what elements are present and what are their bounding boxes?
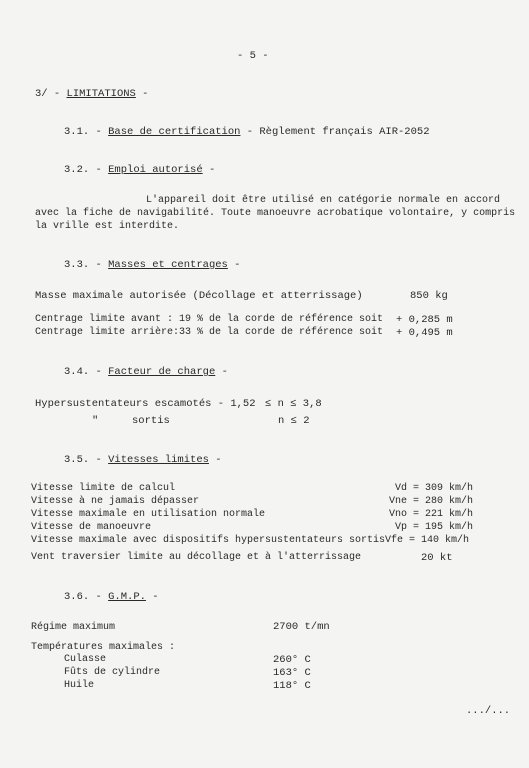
paragraph-line: la vrille est interdite. [35, 221, 180, 232]
temperatures-title: Températures maximales : [31, 642, 176, 653]
masse-label: Masse maximale autorisée (Décollage et atterrissage) [35, 290, 363, 302]
subsection-suffix: - [221, 366, 228, 378]
temperature-value: 260° C [273, 654, 311, 666]
temperature-value: 118° C [273, 680, 311, 692]
subsection-number: 3.2. - [64, 164, 102, 176]
continuation-mark: .../... [466, 705, 511, 717]
speed-value: Vp = 195 km/h [395, 522, 474, 533]
subsection-number: 3.4. - [64, 366, 102, 378]
centrage-avant-value: + 0,285 m [396, 314, 453, 326]
section-heading [35, 88, 148, 100]
subsection-number: 3.5. - [64, 454, 102, 466]
subsection-3-6 [64, 591, 159, 603]
paragraph-line: avec la fiche de navigabilité. Toute manoeuvre acrobatique volontaire, y compris [35, 208, 516, 219]
subsection-number: 3.1. - [64, 126, 102, 138]
temperature-label: Fûts de cylindre [64, 667, 161, 678]
temperature-label: Huile [64, 680, 95, 691]
subsection-3-5 [64, 454, 222, 466]
speed-value: Vne = 280 km/h [389, 496, 474, 507]
speed-value: Vno = 221 km/h [389, 509, 474, 520]
temperature-label: Culasse [64, 654, 107, 665]
masse-value: 850 kg [410, 290, 448, 302]
subsection-suffix: - [152, 591, 159, 603]
centrage-arriere-value: + 0,495 m [396, 327, 453, 339]
crosswind-label: Vent traversier limite au décollage et à l'atterrissage [31, 552, 362, 563]
subsection-suffix: - [234, 259, 241, 271]
subsection-number: 3.3. - [64, 259, 102, 271]
subsection-3-2 [64, 164, 215, 176]
subsection-suffix: - [215, 454, 222, 466]
subsection-title: G.M.P. [108, 591, 146, 603]
subsection-title: Base de certification [108, 126, 241, 138]
subsection-title: Masses et centrages [108, 259, 228, 271]
subsection-text: - Règlement français AIR-2052 [246, 126, 430, 138]
speed-label: Vitesse maximale en utilisation normale [31, 509, 266, 520]
subsection-title: Vitesses limites [108, 454, 209, 466]
crosswind-value: 20 kt [421, 552, 453, 564]
section-title: LIMITATIONS [66, 88, 136, 100]
load-factor-row-2-label: sortis [132, 415, 170, 427]
centrage-arriere-label: Centrage limite arrière:33 % de la corde de référence soit [35, 327, 384, 338]
speed-value: Vfe = 140 km/h [385, 535, 470, 546]
section-prefix: 3/ - [35, 88, 61, 100]
speed-value: Vd = 309 km/h [395, 483, 474, 494]
subsection-title: Emploi autorisé [108, 164, 203, 176]
section-suffix: - [142, 88, 149, 100]
subsection-title: Facteur de charge [108, 366, 216, 378]
subsection-3-1 [64, 126, 430, 138]
regime-label: Régime maximum [31, 622, 116, 633]
speed-label: Vitesse maximale avec dispositifs hypersustentateurs sortis [31, 535, 386, 546]
ditto-mark: " [92, 415, 99, 427]
subsection-number: 3.6. - [64, 591, 102, 603]
speed-label: Vitesse limite de calcul [31, 483, 176, 494]
page-number: - 5 - [237, 50, 269, 62]
load-factor-row-2-value: n ≤ 2 [278, 415, 310, 427]
load-factor-row-1-label: Hypersustentateurs escamotés - 1,52 [35, 398, 256, 410]
subsection-3-3 [64, 259, 240, 271]
speed-label: Vitesse de manoeuvre [31, 522, 152, 533]
subsection-suffix: - [208, 164, 216, 176]
paragraph-line: L'appareil doit être utilisé en catégorie normale en accord [146, 195, 501, 206]
speed-label: Vitesse à ne jamais dépasser [31, 496, 200, 507]
load-factor-row-1-value: ≤ n ≤ 3,8 [265, 398, 322, 410]
centrage-avant-label: Centrage limite avant : 19 % de la corde de référence soit [35, 314, 384, 325]
temperature-value: 163° C [273, 667, 311, 679]
regime-value: 2700 t/mn [273, 621, 330, 633]
subsection-3-4 [64, 366, 228, 378]
